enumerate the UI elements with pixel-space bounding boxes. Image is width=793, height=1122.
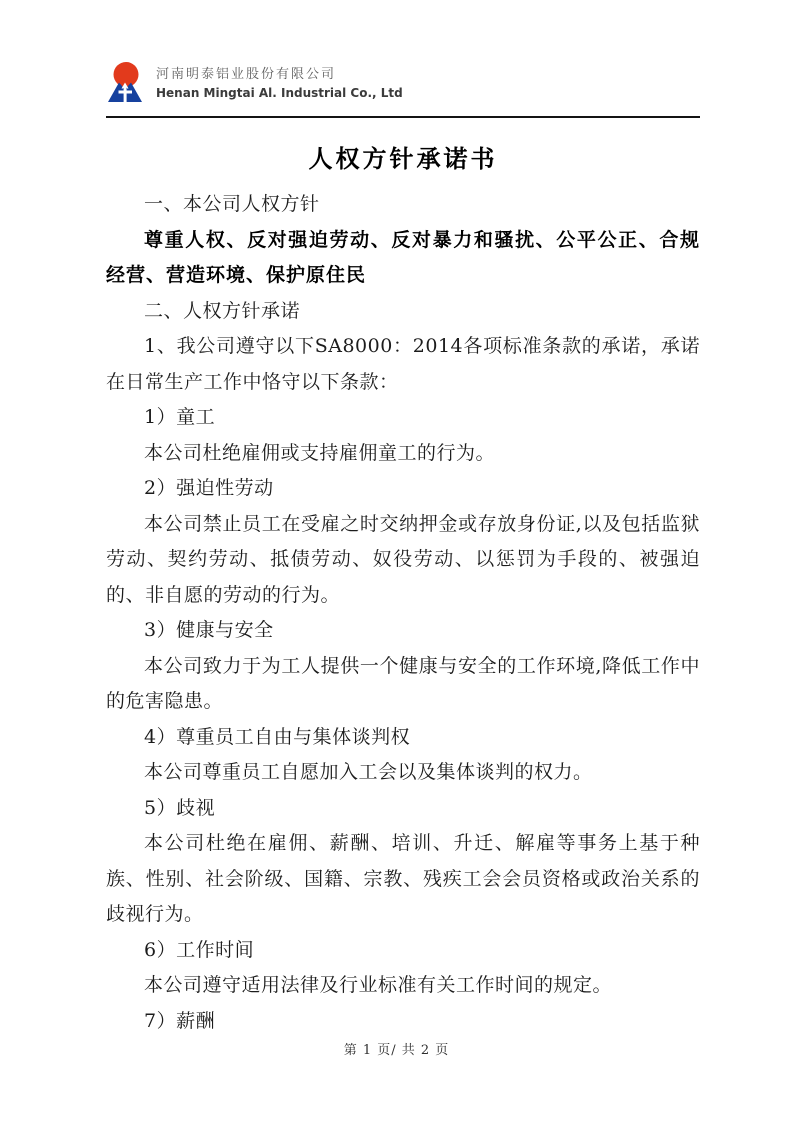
page-footer (0, 1039, 793, 1058)
para-item-6-title: 6）工作时间 (144, 938, 255, 961)
para-item-4-body: 本公司尊重员工自愿加入工会以及集体谈判的权力。 (144, 761, 593, 783)
mingtai-sun-mountain-logo-icon (106, 61, 144, 105)
company-logo (106, 61, 144, 105)
para-item-5-title: 5）歧视 (144, 796, 216, 819)
company-name-block (156, 66, 403, 101)
para-item-2-body: 本公司禁止员工在受雇之时交纳押金或存放身份证,以及包括监狱劳动、契约劳动、抵债劳动、奴役劳动、以惩罚为手段的、被强迫的、非自愿的劳动的行为。 (106, 512, 700, 606)
page-indicator: 第 1 页/ 共 2 页 (343, 1043, 450, 1058)
para-item-5-body: 本公司杜绝在雇佣、薪酬、培训、升迁、解雇等事务上基于种族、性别、社会阶级、国籍、宗教、残疾工会会员资格或政治关系的歧视行为。 (106, 832, 700, 925)
para-item-1-body: 本公司杜绝雇佣或支持雇佣童工的行为。 (144, 441, 496, 464)
para-item-2-title: 2）强迫性劳动 (144, 477, 274, 499)
para-item-1-title: 1）童工 (144, 406, 216, 428)
para-item-3-body: 本公司致力于为工人提供一个健康与安全的工作环境,降低工作中的危害隐患。 (106, 654, 700, 712)
company-name-en: Henan Mingtai Al. Industrial Co., Ltd (156, 85, 403, 100)
letterhead (106, 0, 700, 106)
para-section-1-heading: 一、本公司人权方针 (144, 193, 320, 215)
para-item-6-body: 本公司遵守适用法律及行业标准有关工作时间的规定。 (144, 974, 613, 996)
para-item-4-title: 4）尊重员工自由与集体谈判权 (144, 725, 411, 748)
document-body (106, 187, 700, 1039)
para-human-rights-policy: 尊重人权、反对强迫劳动、反对暴力和骚扰、公平公正、合规经营、营造环境、保护原住民 (106, 228, 700, 286)
header-divider (106, 116, 700, 118)
company-name-zh: 河南明泰铝业股份有限公司 (156, 66, 337, 82)
document-title: 人权方针承诺书 (308, 145, 498, 173)
para-item-3-title: 3）健康与安全 (144, 619, 274, 641)
para-section-2-heading: 二、人权方针承诺 (144, 299, 301, 322)
para-commitment-intro: 1、我公司遵守以下SA8000：2014各项标准条款的承诺，承诺在日常生产工作中恪守以下条款： (106, 335, 700, 393)
para-item-7-title: 7）薪酬 (144, 1009, 216, 1032)
